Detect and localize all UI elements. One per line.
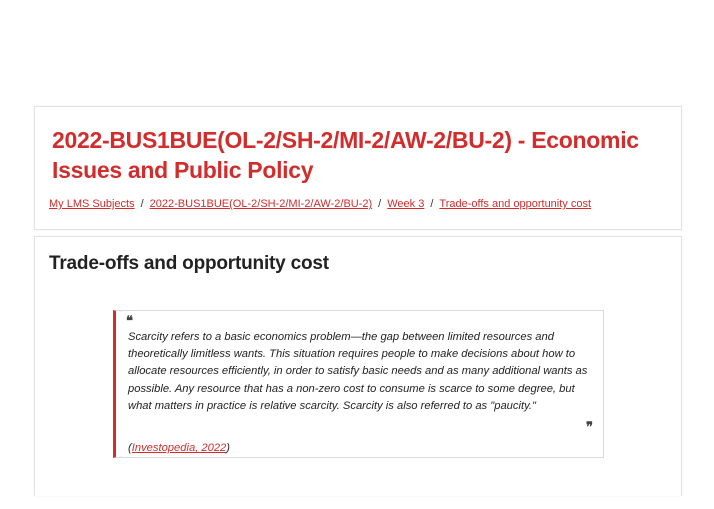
section-heading: Trade-offs and opportunity cost bbox=[49, 253, 329, 274]
quote-block bbox=[113, 310, 604, 458]
breadcrumb-link-course[interactable]: 2022-BUS1BUE(OL-2/SH-2/MI-2/AW-2/BU-2) bbox=[149, 198, 373, 210]
citation-link[interactable]: Investopedia, 2022 bbox=[131, 442, 227, 454]
breadcrumb-separator: / bbox=[430, 198, 434, 210]
breadcrumb-separator: / bbox=[378, 198, 382, 210]
breadcrumb-link-current-page[interactable]: Trade-offs and opportunity cost bbox=[439, 198, 592, 210]
breadcrumb-link-week-3[interactable]: Week 3 bbox=[387, 198, 425, 210]
quote-citation bbox=[128, 442, 230, 454]
open-quote-icon: ❝ bbox=[126, 313, 133, 328]
course-header-card bbox=[34, 106, 682, 230]
breadcrumb-separator: / bbox=[140, 198, 144, 210]
breadcrumb bbox=[49, 198, 591, 210]
quote-text: Scarcity refers to a basic economics problem—the gap between limited resources and theoretically limitless wants. This situation requires people to make decisions about how to allocate resources efficiently, in order to satisfy basic needs and as many additional wants as possible. Any resource that has a non-zero cost to consume is scarce to some degree, but what matters in practice is relative scarcity. Scarcity is also referred to as "paucity." bbox=[128, 331, 588, 412]
close-quote-icon: ❞ bbox=[586, 419, 593, 434]
citation-open-paren: ( bbox=[128, 442, 132, 454]
breadcrumb-link-my-lms-subjects[interactable]: My LMS Subjects bbox=[49, 198, 135, 210]
content-card bbox=[34, 236, 682, 496]
citation-close-paren: ) bbox=[226, 442, 231, 454]
page-title: 2022-BUS1BUE(OL-2/SH-2/MI-2/AW-2/BU-2) - Economic Issues and Public Policy bbox=[52, 127, 639, 183]
